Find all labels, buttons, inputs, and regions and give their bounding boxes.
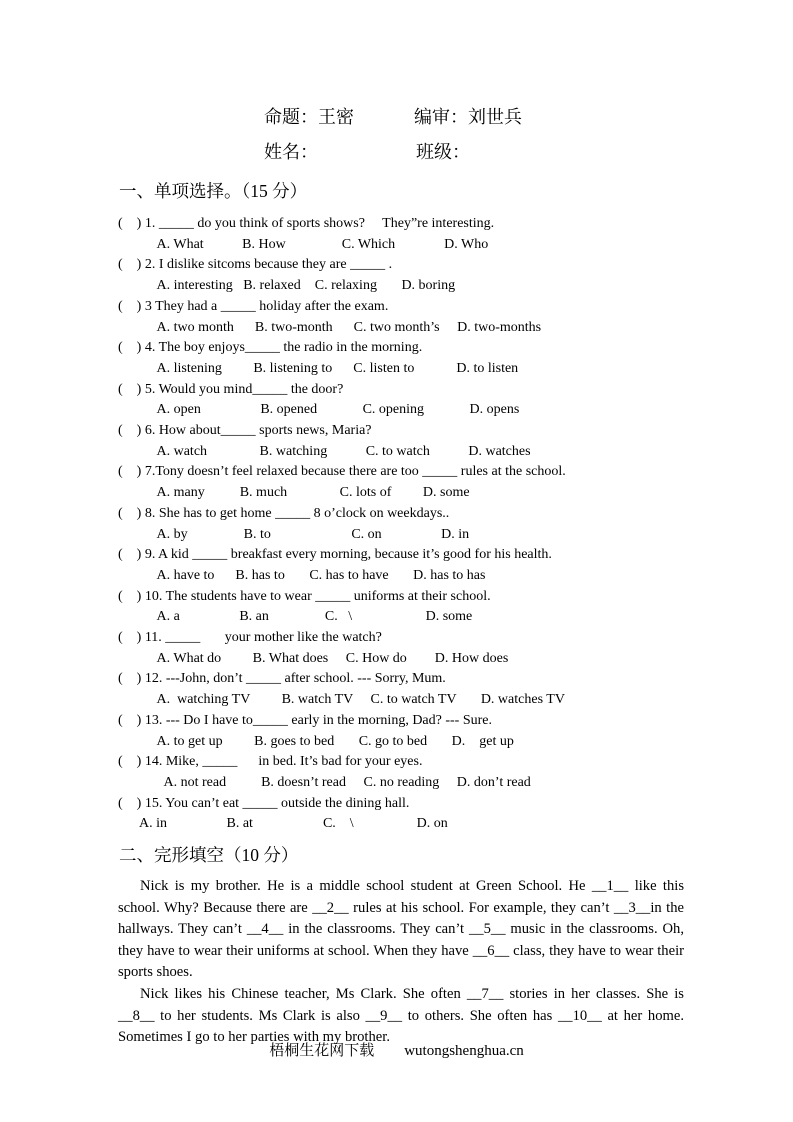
question-stem: ( ) 14. Mike, _____ in bed. It’s bad for your eyes. [118,754,423,770]
question-4 [118,338,758,379]
question-stem: ( ) 10. The students have to wear _____ uniforms at their school. [118,588,491,604]
question-stem: ( ) 12. ---John, don’t _____ after school. --- Sorry, Mum. [118,671,446,687]
footer-site-name: 梧桐生花网下载 [269,1043,375,1059]
question-12 [118,669,758,710]
question-options: A. open B. opened C. opening D. opens [118,402,520,418]
section1-title: 一、单项选择。（15 分） [119,181,308,201]
question-stem: ( ) 6. How about_____ sports news, Maria? [118,423,372,439]
question-6 [118,421,758,462]
cloze-paragraph-2: Nick likes his Chinese teacher, Ms Clark. She often __7__ stories in her classes. She is __8__ to her students. Ms Clark is also __9__ to others. She often has __10__ at her home. Sometimes I go to her parties with my brother. [118,985,684,1046]
question-options: A. have to B. has to C. has to have D. has to has [118,567,486,583]
question-options: A. a B. an C. \ D. some [118,609,473,625]
header-class-label: 班级： [416,142,470,162]
page-footer [0,1039,793,1060]
question-stem: ( ) 9. A kid _____ breakfast every morning, because it’s good for his health. [118,547,552,563]
question-stem: ( ) 15. You can’t eat _____ outside the dining hall. [118,795,410,811]
question-stem: ( ) 4. The boy enjoys_____ the radio in the morning. [118,340,423,356]
question-stem: ( ) 3 They had a _____ holiday after the exam. [118,298,389,314]
question-stem: ( ) 7.Tony doesn’t feel relaxed because there are too _____ rules at the school. [118,464,566,480]
cloze-passage [118,876,684,1049]
question-stem: ( ) 13. --- Do I have to_____ early in the morning, Dad? --- Sure. [118,712,493,728]
question-options: A. by B. to C. on D. in [118,526,470,542]
question-options: A. in B. at C. \ D. on [118,816,448,832]
question-options: A. to get up B. goes to bed C. go to bed D. get up [118,733,514,749]
question-options: A. two month B. two-month C. two month’s D. two-months [118,319,542,335]
question-3 [118,297,758,338]
question-11 [118,628,758,669]
cloze-paragraph-1: Nick is my brother. He is a middle school student at Green School. He __1__ like this school. Why? Because there are __2__ rules at his school. For example, they can’t __3__in the hallways. They can’t __4__ in the classrooms. They can’t __5__ music in the classrooms. Oh, they have to wear their uniforms at school. When they have __6__ class, they have to wear their sports shoes. [118,878,684,981]
question-options: A. interesting B. relaxed C. relaxing D. boring [118,278,456,294]
question-15 [118,794,758,835]
question-options: A. watch B. watching C. to watch D. watches [118,443,531,459]
question-stem: ( ) 1. _____ do you think of sports shows? They”re interesting. [118,216,495,231]
footer-site-url: wutongshenghua.cn [404,1043,524,1059]
question-14 [118,752,758,793]
question-stem: ( ) 2. I dislike sitcoms because they are _____ . [118,257,393,273]
question-options: A. What do B. What does C. How do D. How does [118,650,509,666]
question-1 [118,214,758,255]
question-10 [118,587,758,628]
multiple-choice-questions [118,214,758,835]
question-9 [118,545,758,586]
header-composer: 命题：王密 [264,107,354,127]
question-options: A. many B. much C. lots of D. some [118,485,470,501]
question-stem: ( ) 5. Would you mind_____ the door? [118,381,344,397]
question-8 [118,504,758,545]
question-2 [118,255,758,296]
question-options: A. listening B. listening to C. listen to D. to listen [118,360,519,376]
question-7 [118,462,758,503]
header-reviewer: 编审：刘世兵 [414,107,522,127]
question-stem: ( ) 11. _____ your mother like the watch? [118,630,382,646]
question-stem: ( ) 8. She has to get home _____ 8 o’clock on weekdays.. [118,505,450,521]
question-options: A. not read B. doesn’t read C. no reading D. don’t read [118,774,531,790]
question-5 [118,380,758,421]
question-options: A. What B. How C. Which D. Who [118,236,489,252]
section2-title: 二、完形填空（10 分） [119,845,299,865]
header-name-label: 姓名： [264,142,318,162]
question-13 [118,711,758,752]
question-options: A. watching TV B. watch TV C. to watch TV D. watches TV [118,692,565,708]
